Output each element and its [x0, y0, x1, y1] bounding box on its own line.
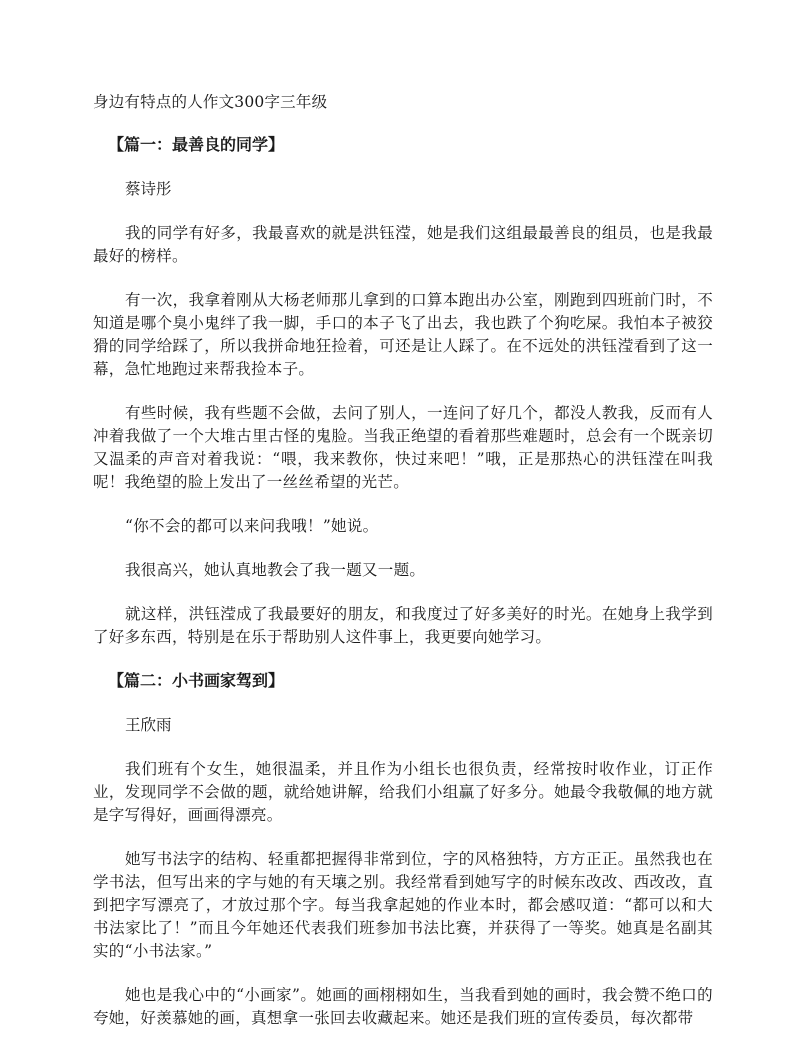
section-heading: 【篇二：小书画家驾到】: [108, 671, 285, 690]
section-author: 蔡诗彤: [125, 180, 172, 198]
paragraph: 她也是我心中的“小画家”。她画的画栩栩如生，当我看到她的画时，我会赞不绝口的夸她，好羡慕她的画，真想拿一张回去收藏起来。她还是我们班的宣传委员，每次都带: [93, 986, 713, 1027]
paragraph: 有一次，我拿着刚从大杨老师那儿拿到的口算本跑出办公室，刚跑到四班前门时，不知道是哪个臭小鬼绊了我一脚，手口的本子飞了出去，我也跌了个狗吃屎。我怕本子被狡猾的同学给踩了，所以我拼命地狂捡着，可还是让人踩了。在不远处的洪钰滢看到了这一幕，急忙地跑过来帮我捡本子。: [93, 291, 713, 378]
paragraph: “你不会的都可以来问我哦！”她说。: [125, 517, 379, 535]
section-heading: 【篇一：最善良的同学】: [108, 135, 285, 154]
paragraph: 我很高兴，她认真地教会了我一题又一题。: [125, 561, 426, 579]
document-page: [93, 92, 713, 1051]
paragraph: 我们班有个女生，她很温柔，并且作为小组长也很负责，经常按时收作业，订正作业，发现同学不会做的题，就给她讲解，给我们小组赢了好多分。她最令我敬佩的地方就是字写得好，画画得漂亮。: [93, 760, 713, 824]
document-title: 身边有特点的人作文300字三年级: [93, 93, 328, 111]
paragraph: 我的同学有好多，我最喜欢的就是洪钰滢，她是我们这组最最善良的组员，也是我最最好的榜样。: [93, 224, 713, 265]
section-author: 王欣雨: [125, 716, 172, 734]
paragraph: 就这样，洪钰滢成了我最要好的朋友，和我度过了好多美好的时光。在她身上我学到了好多东西，特别是在乐于帮助别人这件事上，我更要向她学习。: [93, 605, 713, 646]
paragraph: 她写书法字的结构、轻重都把握得非常到位，字的风格独特，方方正正。虽然我也在学书法，但写出来的字与她的有天壤之别。我经常看到她写字的时候东改改、西改改，直到把字写漂亮了，才放过那个字。每当我拿起她的作业本时，都会感叹道：“都可以和大书法家比了！”而且今年她还代表我们班参加书法比赛，并获得了一等奖。她真是名副其实的“小书法家。”: [93, 850, 713, 960]
paragraph: 有些时候，我有些题不会做，去问了别人，一连问了好几个，都没人教我，反而有人冲着我做了一个大堆古里古怪的鬼脸。当我正绝望的看着那些难题时，总会有一个既亲切又温柔的声音对着我说：“喂，我来教你，快过来吧！”哦，正是那热心的洪钰滢在叫我呢！我绝望的脸上发出了一丝丝希望的光芒。: [93, 404, 713, 491]
